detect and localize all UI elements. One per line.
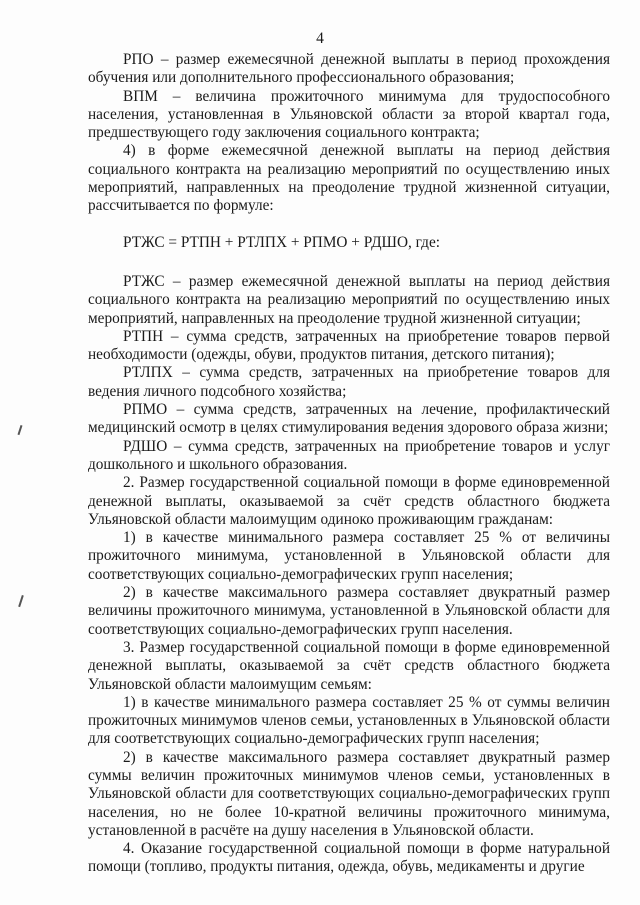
paragraph: 4. Оказание государственной социальной помощи в форме натуральной помощи (топливо, продукты питания, одежда, обувь, медикаменты и другие xyxy=(88,840,610,876)
paragraph: РДШО – сумма средств, затраченных на приобретение товаров и услуг дошкольного и школьного образования. xyxy=(88,437,610,473)
paragraph: 2) в качестве максимального размера составляет двукратный размер суммы величин прожиточных минимумов членов семьи, установленных в Ульяновской области для соответствующих социально-демографических групп населения, но не более 10-кратной величины прожиточного минимума, установленной в расчёте на душу населения в Ульяновской области. xyxy=(88,748,610,839)
paragraph: РТПН – сумма средств, затраченных на приобретение товаров первой необходимости (одежды, обуви, продуктов питания, детского питания); xyxy=(88,327,610,364)
paragraph: РТЖС – размер ежемесячной денежной выплаты на период действия социального контракта на реализацию мероприятий по осуществлению иных мероприятий, направленных на преодоление трудной жизненной ситуации; xyxy=(88,272,610,327)
formula: РТЖС = РТПН + РТЛПХ + РПМО + РДШО, где: xyxy=(123,233,440,251)
paragraph: 1) в качестве минимального размера составляет 25 % от величины прожиточного минимума, установленной в Ульяновской области для соответствующих социально-демографических групп населения; xyxy=(88,529,610,583)
page-number: 4 xyxy=(316,30,324,47)
paragraph: 1) в качестве минимального размера составляет 25 % от суммы величин прожиточных минимумов членов семьи, установленных в Ульяновской области для соответствующих социально-демографических групп населения; xyxy=(88,693,610,748)
paragraph: РПО – размер ежемесячной денежной выплаты в период прохождения обучения или дополнительного профессионального образования; xyxy=(88,51,610,87)
paragraph: 4) в форме ежемесячной денежной выплаты на период действия социального контракта на реализацию мероприятий по осуществлению иных мероприятий, направленных на преодоление трудной жизненной ситуации, рассчитывается по формуле: xyxy=(88,142,610,215)
document-body xyxy=(88,51,610,877)
paragraph: РТЛПХ – сумма средств, затраченных на приобретение товаров для ведения личного подсобного хозяйства; xyxy=(88,364,610,400)
paragraph: 3. Размер государственной социальной помощи в форме единовременной денежной выплаты, оказываемой за счёт средств областного бюджета Ульяновской области малоимущим семьям: xyxy=(88,638,610,693)
paragraph: 2) в качестве максимального размера составляет двукратный размер величины прожиточного минимума, установленной в Ульяновской области для соответствующих социально-демографических групп населения. xyxy=(88,584,610,638)
scan-mark xyxy=(17,425,22,435)
paragraph: 2. Размер государственной социальной помощи в форме единовременной денежной выплаты, оказываемой за счёт средств областного бюджета Ульяновской области малоимущим одиноко проживающим гражданам: xyxy=(88,474,610,528)
paragraph: ВПМ – величина прожиточного минимума для трудоспособного населения, установленная в Ульяновской области за второй квартал года, предшествующего году заключения социального контракта; xyxy=(88,87,610,142)
scan-mark xyxy=(18,595,23,607)
paragraph: РПМО – сумма средств, затраченных на лечение, профилактический медицинский осмотр в целях стимулирования ведения здорового образа жизни; xyxy=(88,401,610,437)
